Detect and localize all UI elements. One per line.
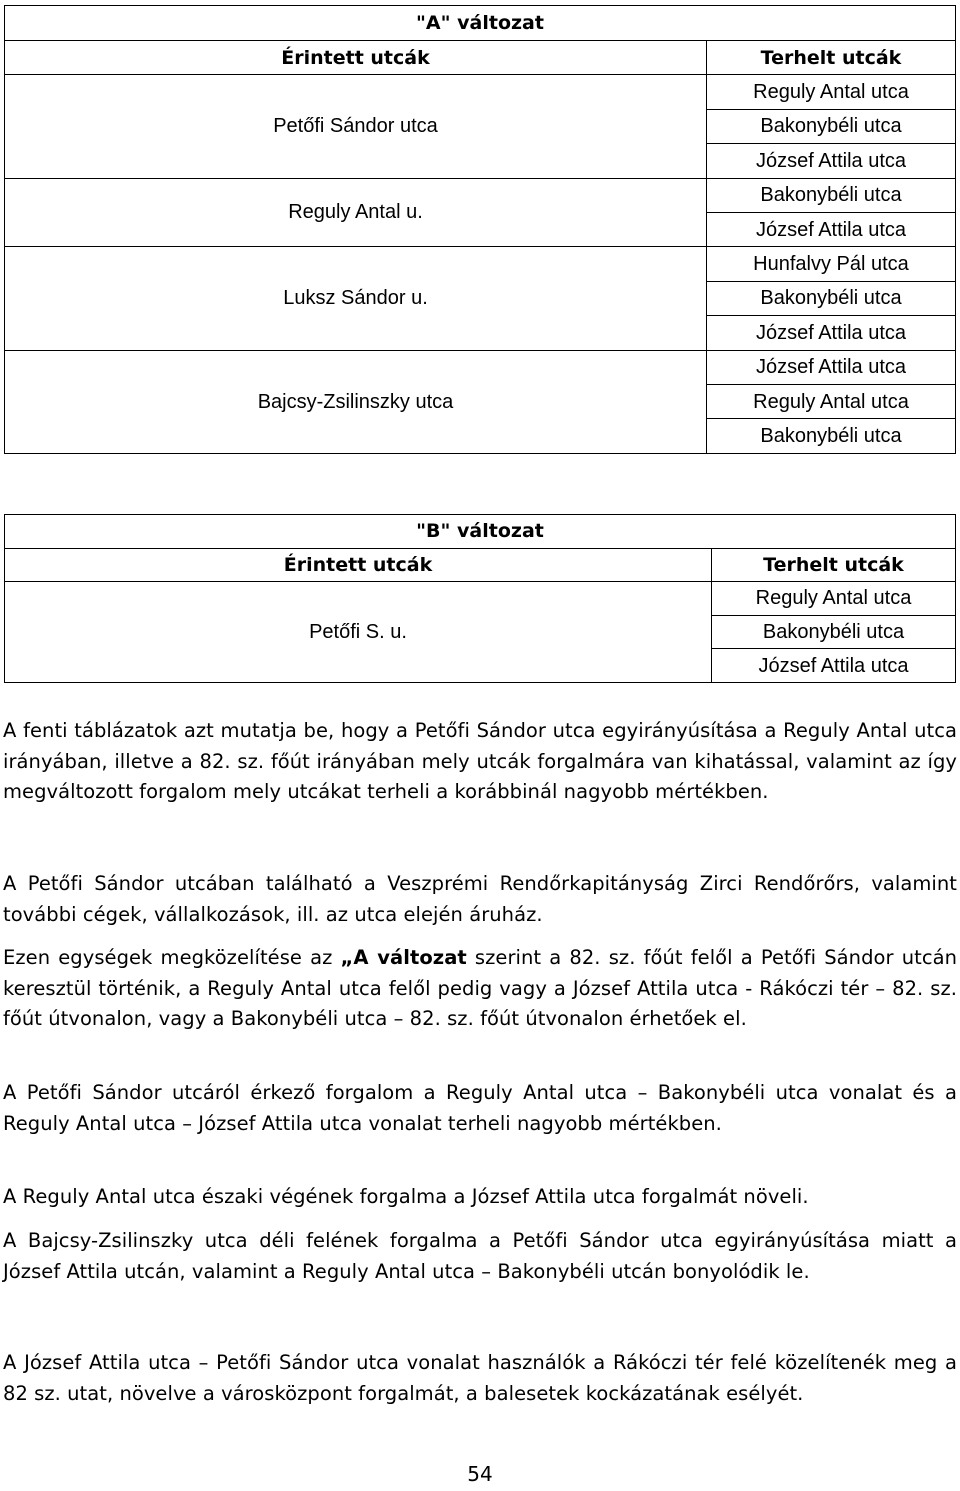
table-a-affected-street: Luksz Sándor u. [5, 247, 707, 350]
paragraph-reguly-north-end: A Reguly Antal utca északi végének forgalma a József Attila utca forgalmát növeli. [3, 1185, 809, 1208]
table-a-loaded-street: Reguly Antal utca [707, 384, 956, 418]
table-a-loaded-street: Bakonybéli utca [707, 178, 956, 212]
paragraph-table-explanation: A fenti táblázatok azt mutatja be, hogy a Petőfi Sándor utca egyirányúsítása a Reguly Antal utca irányában, illetve a 82. sz. főút irányában mely utcák forgalmára van kihatással, valamint az így megváltozott forgalom mely utcákat terheli a korábbinál nagyobb mértékben. [3, 719, 957, 803]
access-routes-text-start: Ezen egységek megközelítése az [3, 946, 341, 969]
table-b-affected-street: Petőfi S. u. [5, 582, 712, 683]
paragraph-access-routes [3, 943, 957, 1035]
table-a-loaded-street: Bakonybéli utca [707, 281, 956, 315]
table-b-loaded-street: Reguly Antal utca [712, 582, 956, 616]
table-b-loaded-street: József Attila utca [712, 649, 956, 683]
table-a-title: "A" változat [5, 6, 956, 41]
table-a-loaded-street: József Attila utca [707, 350, 956, 384]
table-a-loaded-street: József Attila utca [707, 316, 956, 350]
page-number: 54 [467, 1462, 493, 1486]
access-routes-text-end: szerint a 82. sz. főút felől a Petőfi Sándor utcán keresztül történik, a Reguly Antal utca felől pedig vagy a József Attila utca - Rákóczi tér – 82. sz. főút útvonalon, vagy a Bakonybéli utca – 82. sz. főút útvonalon érhetőek el. [3, 946, 957, 1030]
table-a-affected-street: Reguly Antal u. [5, 178, 707, 247]
table-b-loaded-street: Bakonybéli utca [712, 615, 956, 649]
table-a-affected-street: Bajcsy-Zsilinszky utca [5, 350, 707, 453]
paragraph-petofi-traffic-load: A Petőfi Sándor utcáról érkező forgalom a Reguly Antal utca – Bakonybéli utca vonalat és a Reguly Antal utca – József Attila utca vonalat terheli nagyobb mértékben. [3, 1081, 957, 1135]
table-a-loaded-street: Hunfalvy Pál utca [707, 247, 956, 281]
table-b-title: "B" változat [5, 515, 956, 549]
table-variant-a [4, 5, 956, 454]
table-a-loaded-street: Bakonybéli utca [707, 419, 956, 453]
table-a-header-loaded: Terhelt utcák [707, 41, 956, 75]
table-a-affected-street: Petőfi Sándor utca [5, 75, 707, 178]
table-b-header-loaded: Terhelt utcák [712, 548, 956, 582]
table-a-loaded-street: József Attila utca [707, 144, 956, 178]
table-b-header-affected: Érintett utcák [5, 548, 712, 582]
paragraph-bajcsy-zsilinszky: A Bajcsy-Zsilinszky utca déli felének forgalma a Petőfi Sándor utca egyirányúsítása miatt a József Attila utcán, valamint a Reguly Antal utca – Bakonybéli utcán bonyolódik le. [3, 1229, 957, 1283]
paragraph-jozsef-attila-route: A József Attila utca – Petőfi Sándor utca vonalat használók a Rákóczi tér felé közelítenék meg a 82 sz. utat, növelve a városközpont forgalmát, a balesetek kockázatának esélyét. [3, 1351, 957, 1405]
table-a-loaded-street: Reguly Antal utca [707, 75, 956, 109]
table-a-loaded-street: Bakonybéli utca [707, 109, 956, 143]
table-a-loaded-street: József Attila utca [707, 212, 956, 246]
table-variant-b [4, 514, 956, 683]
table-a-header-affected: Érintett utcák [5, 41, 707, 75]
variant-a-emphasis: „A változat [340, 946, 467, 969]
paragraph-petofi-street-institutions: A Petőfi Sándor utcában található a Veszprémi Rendőrkapitányság Zirci Rendőrőrs, valamint további cégek, vállalkozások, ill. az utca elején áruház. [3, 872, 957, 926]
